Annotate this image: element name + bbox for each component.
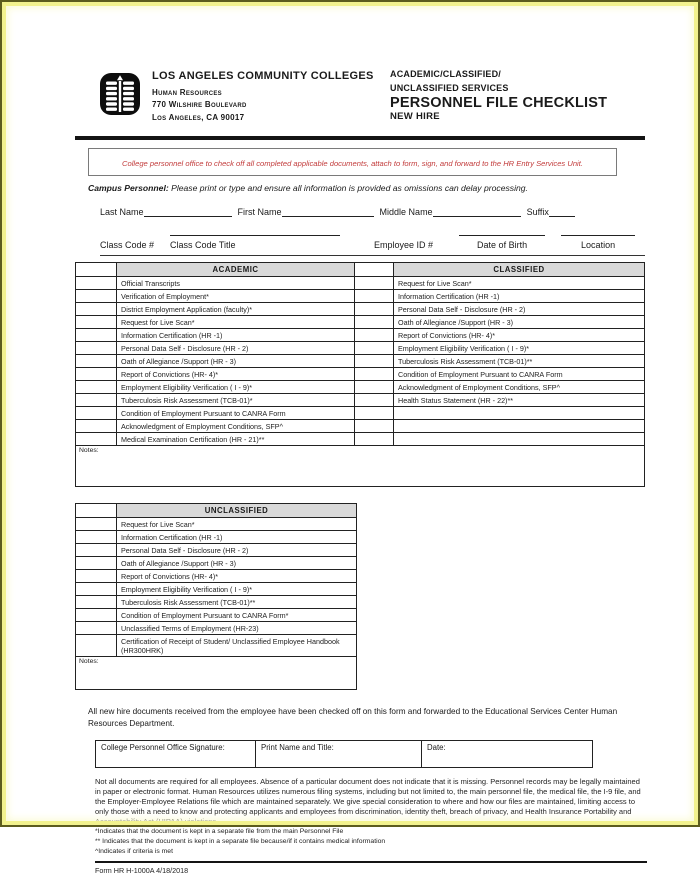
last-name-line[interactable] bbox=[144, 206, 232, 217]
classified-item bbox=[394, 433, 645, 446]
academic-checkbox-cell[interactable] bbox=[76, 368, 117, 381]
academic-column-header: ACADEMIC bbox=[117, 263, 355, 277]
classified-item: Information Certification (HR -1) bbox=[394, 290, 645, 303]
classified-item bbox=[394, 420, 645, 433]
table-row bbox=[76, 583, 357, 596]
academic-checkbox-cell[interactable] bbox=[76, 342, 117, 355]
classified-checkbox-cell[interactable] bbox=[355, 407, 394, 420]
campus-text: Please print or type and ensure all information is provided as omissions can delay processing. bbox=[168, 183, 528, 194]
middle-name-line[interactable] bbox=[433, 206, 521, 217]
table-row bbox=[76, 570, 357, 583]
date-of-birth-field[interactable] bbox=[459, 235, 545, 250]
services-line-1: ACADEMIC/CLASSIFIED/ bbox=[390, 69, 502, 79]
footnote-asterisk: *Indicates that the document is kept in a separate file from the main Personnel File bbox=[95, 827, 344, 835]
academic-item: Medical Examination Certification (HR - 21)** bbox=[117, 433, 355, 446]
middle-name-label: Middle Name bbox=[379, 207, 433, 218]
org-block bbox=[152, 66, 390, 124]
unclassified-table bbox=[75, 503, 357, 690]
notes-row bbox=[76, 657, 357, 690]
academic-checkbox-cell[interactable] bbox=[76, 316, 117, 329]
unclassified-item: Unclassified Terms of Employment (HR-23) bbox=[117, 622, 357, 635]
org-city: Los Angeles, CA 90017 bbox=[152, 112, 245, 122]
table-row bbox=[76, 433, 645, 446]
unclassified-item: Report of Convictions (HR- 4)* bbox=[117, 570, 357, 583]
first-name-line[interactable] bbox=[282, 206, 374, 217]
suffix-line[interactable] bbox=[549, 206, 575, 217]
academic-item: Condition of Employment Pursuant to CANRA Form bbox=[117, 407, 355, 420]
services-line-2: UNCLASSIFIED SERVICES bbox=[390, 82, 509, 93]
table-row bbox=[76, 368, 645, 381]
academic-item: Information Certification (HR -1) bbox=[117, 329, 355, 342]
classified-checkbox-cell[interactable] bbox=[355, 420, 394, 433]
classified-checkbox-cell[interactable] bbox=[355, 277, 394, 290]
academic-item: Personal Data Self - Disclosure (HR - 2) bbox=[117, 342, 355, 355]
classified-item: Tuberculosis Risk Assessment (TCB-01)** bbox=[394, 355, 645, 368]
form-subtitle: NEW HIRE bbox=[390, 111, 440, 123]
academic-checkbox-cell[interactable] bbox=[76, 381, 117, 394]
class-code-title-field[interactable] bbox=[170, 235, 340, 250]
classified-checkbox-cell[interactable] bbox=[355, 290, 394, 303]
academic-checkbox-cell[interactable] bbox=[76, 277, 117, 290]
classified-checkbox-cell[interactable] bbox=[355, 394, 394, 407]
table-row bbox=[76, 329, 645, 342]
form-number: Form HR H-1000A 4/18/2018 bbox=[95, 866, 189, 875]
class-fields-row bbox=[100, 235, 645, 250]
unclassified-item: Tuberculosis Risk Assessment (TCB-01)** bbox=[117, 596, 357, 609]
unclassified-checkbox-cell[interactable] bbox=[76, 583, 117, 596]
academic-item: Request for Live Scan* bbox=[117, 316, 355, 329]
print-name-cell[interactable] bbox=[256, 741, 422, 767]
classified-checkbox-cell[interactable] bbox=[355, 355, 394, 368]
academic-item: Tuberculosis Risk Assessment (TCB-01)* bbox=[117, 394, 355, 407]
header-rule bbox=[75, 136, 645, 140]
table-row bbox=[76, 316, 645, 329]
form-header bbox=[100, 66, 645, 124]
org-name: LOS ANGELES COMMUNITY COLLEGES bbox=[152, 70, 374, 82]
table-row bbox=[76, 518, 357, 531]
footnote-caret: ^Indicates if criteria is met bbox=[95, 847, 173, 855]
unclassified-checkbox-cell[interactable] bbox=[76, 557, 117, 570]
name-fields-row bbox=[100, 206, 645, 217]
table-row bbox=[76, 635, 357, 657]
table-row bbox=[76, 407, 645, 420]
academic-classified-table bbox=[75, 262, 645, 487]
table-row bbox=[76, 557, 357, 570]
academic-checkbox-cell[interactable] bbox=[76, 329, 117, 342]
academic-item: Oath of Allegiance /Support (HR - 3) bbox=[117, 355, 355, 368]
academic-checkbox-cell[interactable] bbox=[76, 420, 117, 433]
org-street: 770 Wilshire Boulevard bbox=[152, 100, 247, 110]
academic-checkbox-cell[interactable] bbox=[76, 394, 117, 407]
unclassified-item: Information Certification (HR -1) bbox=[117, 531, 357, 544]
notes-cell[interactable] bbox=[76, 657, 357, 690]
classified-checkbox-cell[interactable] bbox=[355, 368, 394, 381]
org-dept: Human Resources bbox=[152, 88, 222, 97]
unclassified-item: Request for Live Scan* bbox=[117, 518, 357, 531]
unclassified-checkbox-cell[interactable] bbox=[76, 570, 117, 583]
unclassified-checkbox-cell[interactable] bbox=[76, 596, 117, 609]
academic-checkbox-cell[interactable] bbox=[76, 355, 117, 368]
classified-item: Report of Convictions (HR- 4)* bbox=[394, 329, 645, 342]
campus-label: Campus Personnel: bbox=[88, 183, 169, 194]
notice-box bbox=[88, 148, 617, 176]
table-row bbox=[76, 531, 357, 544]
notice-text: College personnel office to check off all completed applicable documents, attach to form, sign, and forward to the HR Entry Services Unit. bbox=[122, 159, 583, 169]
academic-item: District Employment Application (faculty)* bbox=[117, 303, 355, 316]
academic-item: Report of Convictions (HR- 4)* bbox=[117, 368, 355, 381]
classified-item: Personal Data Self - Disclosure (HR - 2) bbox=[394, 303, 645, 316]
date-label: Date: bbox=[427, 742, 446, 752]
table-row bbox=[76, 544, 357, 557]
unclassified-column-header: UNCLASSIFIED bbox=[117, 504, 357, 518]
signature-label: College Personnel Office Signature: bbox=[101, 742, 225, 752]
academic-item: Acknowledgment of Employment Conditions, SFP^ bbox=[117, 420, 355, 433]
table-row bbox=[76, 303, 645, 316]
class-row-underline bbox=[100, 255, 645, 256]
checkbox-header-cell bbox=[355, 263, 394, 277]
academic-item: Verification of Employment* bbox=[117, 290, 355, 303]
academic-checkbox-cell[interactable] bbox=[76, 407, 117, 420]
unclassified-item: Certification of Receipt of Student/ Unclassified Employee Handbook (HR300HRK) bbox=[117, 635, 357, 657]
table-row bbox=[76, 394, 645, 407]
unclassified-checkbox-cell[interactable] bbox=[76, 635, 117, 657]
classified-column-header: CLASSIFIED bbox=[394, 263, 645, 277]
notes-label: Notes: bbox=[79, 447, 99, 455]
academic-checkbox-cell[interactable] bbox=[76, 303, 117, 316]
academic-item: Employment Eligibility Verification ( I - 9)* bbox=[117, 381, 355, 394]
unclassified-checkbox-cell[interactable] bbox=[76, 622, 117, 635]
classified-checkbox-cell[interactable] bbox=[355, 329, 394, 342]
table-row bbox=[76, 622, 357, 635]
unclassified-item: Oath of Allegiance /Support (HR - 3) bbox=[117, 557, 357, 570]
last-name-label: Last Name bbox=[100, 207, 144, 218]
unclassified-checkbox-cell[interactable] bbox=[76, 609, 117, 622]
unclassified-item: Employment Eligibility Verification ( I - 9)* bbox=[117, 583, 357, 596]
unclassified-item: Condition of Employment Pursuant to CANRA Form* bbox=[117, 609, 357, 622]
academic-checkbox-cell[interactable] bbox=[76, 433, 117, 446]
disclaimer-paragraph: Not all documents are required for all employees. Absence of a particular document does not indicate that it is missing. Personnel records may be legally maintained in paper or electronic format. Human Resources utilizes numerous filing systems, including but not limited to, the main personnel file, the medical file, the I-9 file, and the Employer-Employee Relations file which are maintained separately. We give special consideration to where and how our files are maintained, limiting access to only those with a need to know and protecting applicants and employees from discrimination, identity theft, breach of privacy, and Health Insurance Portability and Accountability Act (HIPAA) violations. bbox=[95, 776, 641, 826]
footer-rule bbox=[95, 861, 647, 863]
signature-table bbox=[95, 740, 593, 768]
confirmation-statement: All new hire documents received from the employee have been checked off on this form and forwarded to the Educational Services Center Human Resources Department. bbox=[88, 707, 618, 729]
notes-row bbox=[76, 446, 645, 487]
unclassified-checkbox-cell[interactable] bbox=[76, 544, 117, 557]
table-row bbox=[76, 277, 645, 290]
table-row bbox=[76, 355, 645, 368]
table-row bbox=[76, 290, 645, 303]
footnote-double-asterisk: ** Indicates that the document is kept in a separate file because/if it contains medical information bbox=[95, 837, 386, 845]
date-cell[interactable] bbox=[422, 741, 592, 767]
class-code-title-label: Class Code Title bbox=[170, 240, 236, 251]
table-row bbox=[76, 381, 645, 394]
classified-checkbox-cell[interactable] bbox=[355, 303, 394, 316]
classified-checkbox-cell[interactable] bbox=[355, 433, 394, 446]
campus-instruction bbox=[88, 183, 645, 193]
first-name-label: First Name bbox=[237, 207, 282, 218]
classified-item: Request for Live Scan* bbox=[394, 277, 645, 290]
notes-cell[interactable] bbox=[76, 446, 645, 487]
classified-item: Health Status Statement (HR - 22)** bbox=[394, 394, 645, 407]
table-row bbox=[76, 596, 357, 609]
classified-item bbox=[394, 407, 645, 420]
unclassified-item: Personal Data Self - Disclosure (HR - 2) bbox=[117, 544, 357, 557]
table-header-row bbox=[76, 263, 645, 277]
academic-checkbox-cell[interactable] bbox=[76, 290, 117, 303]
laccd-logo-svg bbox=[100, 72, 140, 116]
classified-checkbox-cell[interactable] bbox=[355, 342, 394, 355]
classified-checkbox-cell[interactable] bbox=[355, 316, 394, 329]
classified-item: Employment Eligibility Verification ( I - 9)* bbox=[394, 342, 645, 355]
laccd-seedling-logo-icon bbox=[100, 72, 140, 116]
title-block bbox=[390, 66, 645, 122]
classified-item: Acknowledgment of Employment Conditions, SFP^ bbox=[394, 381, 645, 394]
location-label: Location bbox=[581, 240, 616, 251]
classified-item: Condition of Employment Pursuant to CANRA Form bbox=[394, 368, 645, 381]
table-row bbox=[76, 342, 645, 355]
academic-item: Official Transcripts bbox=[117, 277, 355, 290]
notes-label: Notes: bbox=[79, 658, 99, 666]
signature-cell[interactable] bbox=[96, 741, 256, 767]
location-field[interactable] bbox=[561, 235, 635, 250]
unclassified-checkbox-cell[interactable] bbox=[76, 531, 117, 544]
suffix-label: Suffix bbox=[526, 207, 549, 218]
class-code-label: Class Code # bbox=[100, 240, 155, 251]
unclassified-checkbox-cell[interactable] bbox=[76, 518, 117, 531]
classified-checkbox-cell[interactable] bbox=[355, 381, 394, 394]
form-title: PERSONNEL FILE CHECKLIST bbox=[390, 95, 608, 111]
table-row bbox=[76, 420, 645, 433]
date-of-birth-label: Date of Birth bbox=[477, 240, 528, 251]
checkbox-header-cell bbox=[76, 263, 117, 277]
table-header-row bbox=[76, 504, 357, 518]
table-row bbox=[76, 609, 357, 622]
print-name-label: Print Name and Title: bbox=[261, 742, 334, 752]
classified-item: Oath of Allegiance /Support (HR - 3) bbox=[394, 316, 645, 329]
employee-id-label: Employee ID # bbox=[374, 240, 434, 251]
checkbox-header-cell bbox=[76, 504, 117, 518]
